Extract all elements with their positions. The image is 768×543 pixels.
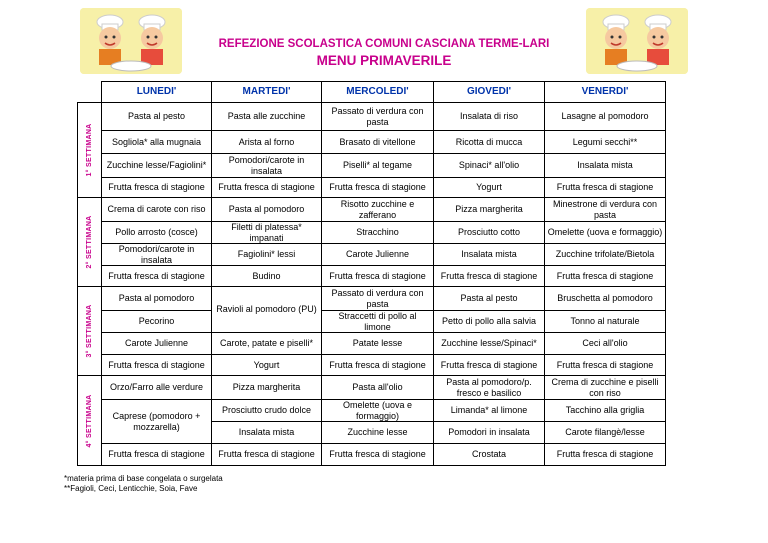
menu-cell: Passato di verdura con pasta — [322, 103, 434, 131]
menu-cell: Pasta al pesto — [434, 287, 545, 311]
table-row — [78, 311, 666, 333]
menu-cell: Fagiolini* lessi — [212, 244, 322, 266]
menu-cell: Frutta fresca di stagione — [212, 178, 322, 198]
menu-cell: Frutta fresca di stagione — [434, 355, 545, 376]
menu-cell: Frutta fresca di stagione — [102, 355, 212, 376]
menu-cell: Frutta fresca di stagione — [322, 444, 434, 466]
menu-cell: Insalata mista — [545, 154, 666, 178]
menu-cell: Tacchino alla griglia — [545, 400, 666, 422]
menu-cell: Spinaci* all'olio — [434, 154, 545, 178]
menu-cell: Insalata mista — [212, 422, 322, 444]
menu-cell: Carote Julienne — [322, 244, 434, 266]
menu-cell: Carote filangè/lesse — [545, 422, 666, 444]
week-label-cell — [78, 103, 102, 198]
table-row — [78, 154, 666, 178]
menu-cell: Pizza margherita — [434, 198, 545, 222]
menu-cell: Pecorino — [102, 311, 212, 333]
menu-cell: Pasta al pomodoro/p. fresco e basilico — [434, 376, 545, 400]
menu-cell: Legumi secchi** — [545, 131, 666, 154]
menu-cell: Crema di zucchine e piselli con riso — [545, 376, 666, 400]
table-row — [78, 178, 666, 198]
table-row — [78, 103, 666, 131]
table-row — [78, 376, 666, 400]
menu-cell: Frutta fresca di stagione — [322, 178, 434, 198]
menu-cell: Prosciutto cotto — [434, 222, 545, 244]
menu-cell: Carote, patate e piselli* — [212, 333, 322, 355]
table-row — [78, 333, 666, 355]
table-row — [78, 266, 666, 287]
menu-cell: Omelette (uova e formaggio) — [545, 222, 666, 244]
menu-cell: Frutta fresca di stagione — [545, 178, 666, 198]
footnote-frozen: *materia prima di base congelata o surgelata — [64, 474, 223, 483]
menu-cell: Piselli* al tegame — [322, 154, 434, 178]
menu-cell: Budino — [212, 266, 322, 287]
menu-cell: Frutta fresca di stagione — [322, 266, 434, 287]
table-row — [78, 244, 666, 266]
menu-cell: Brasato di vitellone — [322, 131, 434, 154]
menu-cell: Ravioli al pomodoro (PU) — [212, 287, 322, 333]
menu-cell: Frutta fresca di stagione — [102, 178, 212, 198]
menu-cell: Limanda* al limone — [434, 400, 545, 422]
day-header: VENERDI' — [545, 82, 666, 103]
day-header: GIOVEDI' — [434, 82, 545, 103]
week-label: 3° SETTIMANA — [85, 304, 93, 358]
menu-cell: Petto di pollo alla salvia — [434, 311, 545, 333]
menu-cell: Pasta al pesto — [102, 103, 212, 131]
menu-cell: Frutta fresca di stagione — [545, 355, 666, 376]
menu-cell: Zucchine lesse/Fagiolini* — [102, 154, 212, 178]
corner-cell — [78, 82, 102, 103]
menu-cell: Pizza margherita — [212, 376, 322, 400]
menu-cell: Yogurt — [212, 355, 322, 376]
menu-cell: Sogliola* alla mugnaia — [102, 131, 212, 154]
menu-cell: Stracchino — [322, 222, 434, 244]
menu-cell: Omelette (uova e formaggio) — [322, 400, 434, 422]
day-header: MERCOLEDI' — [322, 82, 434, 103]
table-row — [78, 222, 666, 244]
table-row — [78, 287, 666, 311]
week-label-cell — [78, 376, 102, 466]
week-label: 4° SETTIMANA — [85, 393, 93, 448]
table-row — [78, 400, 666, 422]
menu-cell: Insalata di riso — [434, 103, 545, 131]
menu-cell: Prosciutto crudo dolce — [212, 400, 322, 422]
menu-cell: Tonno al naturale — [545, 311, 666, 333]
menu-cell: Yogurt — [434, 178, 545, 198]
week-label-cell — [78, 198, 102, 287]
menu-cell: Pomodori in insalata — [434, 422, 545, 444]
menu-cell: Filetti di platessa* impanati — [212, 222, 322, 244]
menu-cell: Pomodori/carote in insalata — [102, 244, 212, 266]
day-header: LUNEDI' — [102, 82, 212, 103]
menu-cell: Insalata mista — [434, 244, 545, 266]
menu-cell: Carote Julienne — [102, 333, 212, 355]
menu-cell: Frutta fresca di stagione — [545, 266, 666, 287]
menu-cell: Arista al forno — [212, 131, 322, 154]
menu-cell: Patate lesse — [322, 333, 434, 355]
menu-cell: Frutta fresca di stagione — [102, 444, 212, 466]
menu-cell: Risotto zucchine e zafferano — [322, 198, 434, 222]
menu-cell: Zucchine trifolate/Bietola — [545, 244, 666, 266]
menu-cell: Pomodori/carote in insalata — [212, 154, 322, 178]
menu-cell: Pasta al pomodoro — [212, 198, 322, 222]
day-header: MARTEDI' — [212, 82, 322, 103]
table-row — [78, 198, 666, 222]
menu-cell: Zucchine lesse — [322, 422, 434, 444]
footnotes — [64, 474, 223, 494]
menu-cell: Orzo/Farro alle verdure — [102, 376, 212, 400]
menu-cell: Pasta alle zucchine — [212, 103, 322, 131]
menu-cell: Ceci all'olio — [545, 333, 666, 355]
menu-cell: Pollo arrosto (cosce) — [102, 222, 212, 244]
table-row — [78, 131, 666, 154]
menu-cell: Ricotta di mucca — [434, 131, 545, 154]
week-label: 2° SETTIMANA — [85, 215, 93, 269]
menu-cell: Pasta al pomodoro — [102, 287, 212, 311]
menu-cell: Frutta fresca di stagione — [102, 266, 212, 287]
menu-cell: Pasta all'olio — [322, 376, 434, 400]
menu-cell: Minestrone di verdura con pasta — [545, 198, 666, 222]
table-row — [78, 444, 666, 466]
page-title: REFEZIONE SCOLASTICA COMUNI CASCIANA TERME-LARI — [218, 38, 550, 50]
page-subtitle: MENU PRIMAVERILE — [316, 53, 452, 68]
menu-cell: Crostata — [434, 444, 545, 466]
menu-cell: Frutta fresca di stagione — [434, 266, 545, 287]
table-header-row — [78, 82, 666, 103]
menu-cell: Caprese (pomodoro + mozzarella) — [102, 400, 212, 444]
menu-cell: Frutta fresca di stagione — [545, 444, 666, 466]
footnote-legumes: **Fagioli, Ceci, Lenticchie, Soia, Fave — [64, 484, 198, 493]
menu-cell: Lasagne al pomodoro — [545, 103, 666, 131]
menu-cell: Bruschetta al pomodoro — [545, 287, 666, 311]
menu-cell: Straccetti di pollo al limone — [322, 311, 434, 333]
menu-cell: Zucchine lesse/Spinaci* — [434, 333, 545, 355]
menu-cell: Passato di verdura con pasta — [322, 287, 434, 311]
menu-cell: Frutta fresca di stagione — [322, 355, 434, 376]
table-row — [78, 355, 666, 376]
menu-table — [77, 81, 666, 466]
menu-cell: Crema di carote con riso — [102, 198, 212, 222]
menu-cell: Frutta fresca di stagione — [212, 444, 322, 466]
week-label: 1° SETTIMANA — [85, 123, 93, 177]
week-label-cell — [78, 287, 102, 376]
